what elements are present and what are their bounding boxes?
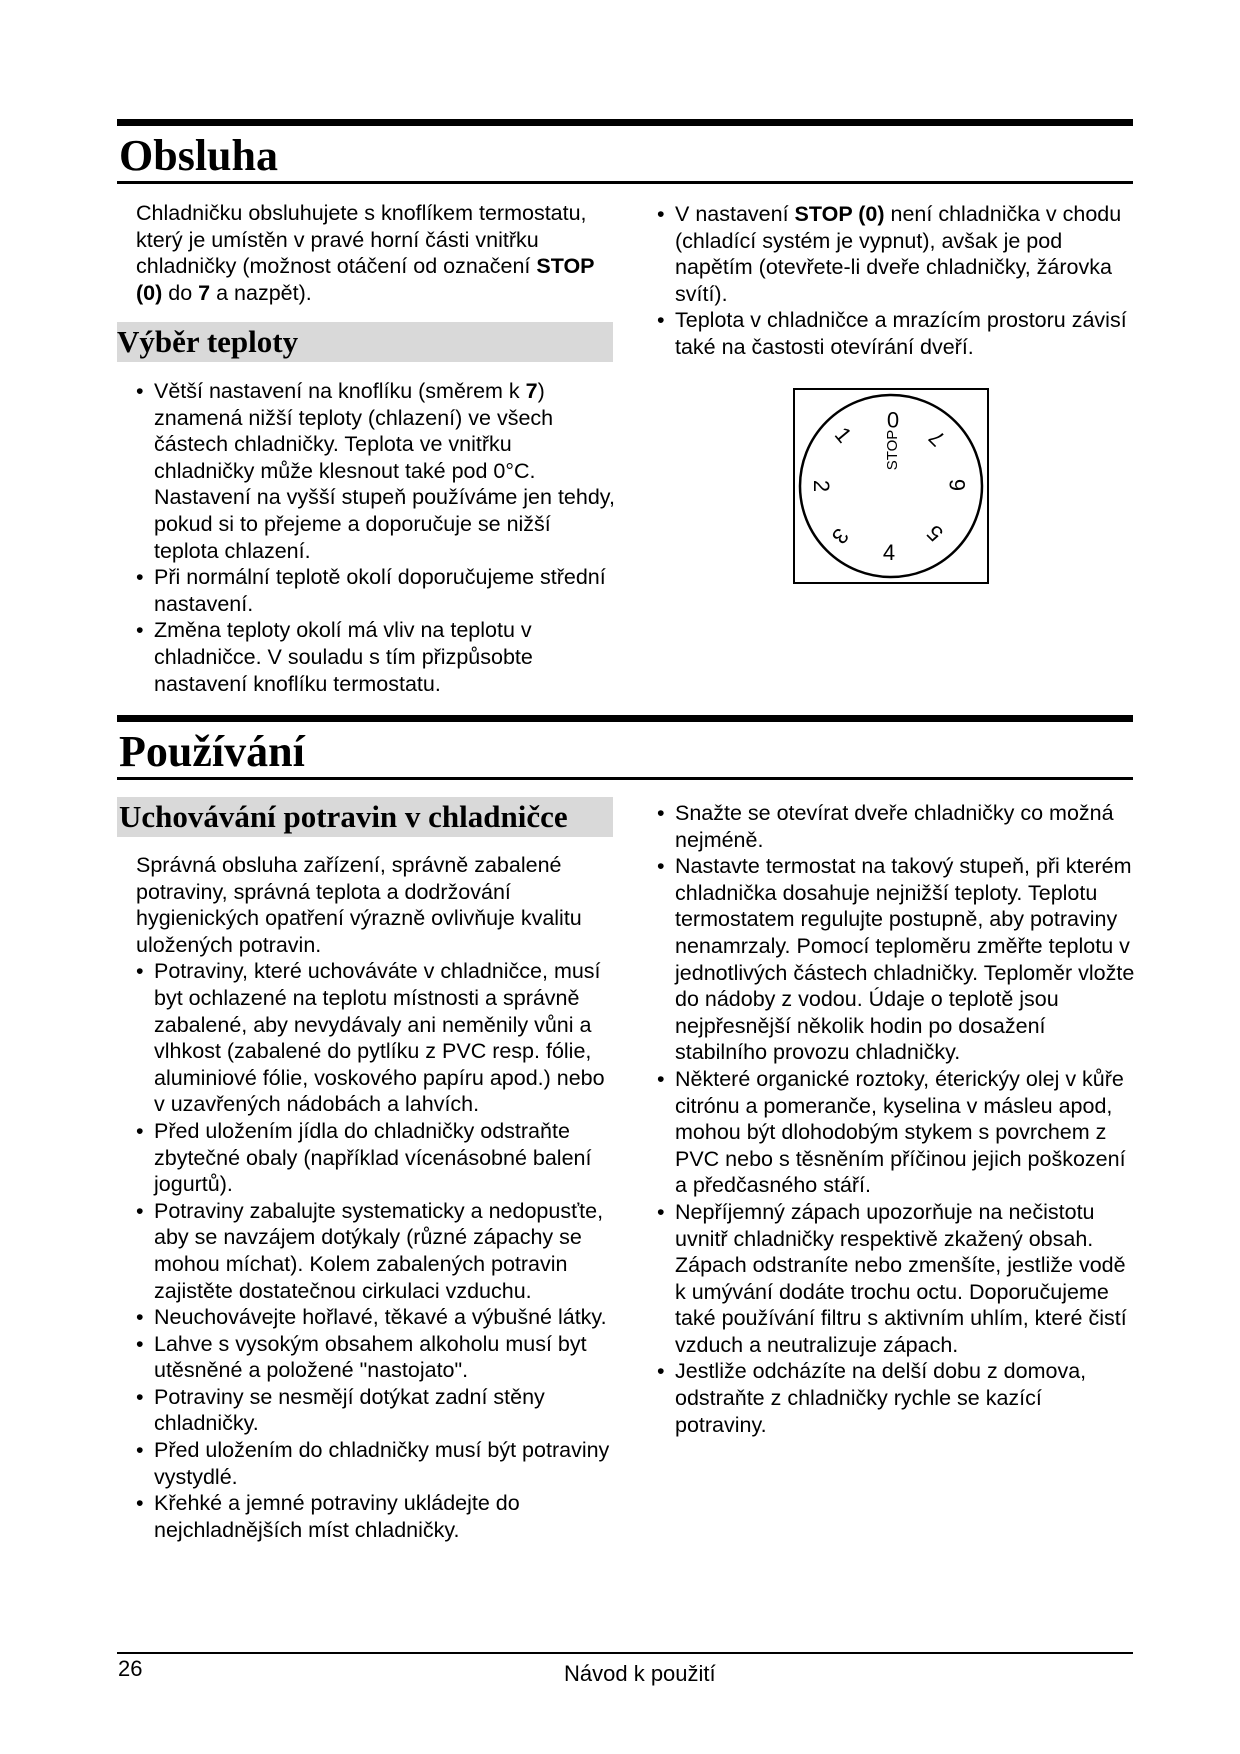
list-item: • Křehké a jemné potraviny ukládejte do nejchladnějších míst chladničky.: [136, 1490, 616, 1543]
obsluha-intro: [136, 200, 606, 306]
dial-label-4: 4: [882, 539, 896, 565]
list-item: • Potraviny, které uchováváte v chladničce, musí byt ochlazené na teplotu místnosti a správně zabalené, aby nevydávaly ani neměnily vůni a vlhkost (zabalené do pytlíku z PVC resp. fólie, aluminiové fólie, voskového papíru apod.) nebo v uzavřených nádobách a lahvích.: [136, 958, 616, 1118]
list-item: • Nepříjemný zápach upozorňuje na nečistotu uvnitř chladničky respektivě zkažený obsah. Zápach odstraníte nebo zmenšíte, jestliže vodě k umývání dodáte trochu octu. Doporučujeme také používání filtru s aktivním uhlím, které čistí vzduch a neutralizuje zápach.: [657, 1199, 1135, 1359]
dial-label-5: 5: [921, 520, 948, 547]
dial-label-stop: STOP: [883, 429, 901, 471]
intro-text-1: Chladničku obsluhujete s knoflíkem termostatu, který je umístěn v pravé horní části vnitřku chladničky (možnost otáčení od označení: [136, 201, 587, 279]
list-item: • V nastavení STOP (0) není chladnička v chodu (chladící systém je vypnut), avšak je pod napětím (otevřete-li dveře chladničky, žárovka svítí).: [657, 201, 1137, 307]
dial-label-0: 0: [886, 407, 900, 433]
subheading-uchovavani: Uchovávání potravin v chladničce: [119, 799, 568, 834]
intro-text-3: a nazpět).: [210, 280, 312, 305]
dial-label-3: 3: [826, 523, 854, 549]
list-item: • Lahve s vysokým obsahem alkoholu musí byt utěsněné a položené "nastojato".: [136, 1331, 616, 1384]
footer-title: Návod k použití: [564, 1661, 716, 1686]
list-item: • Jestliže odcházíte na delší dobu z domova, odstraňte z chladničky rychle se kazící potraviny.: [657, 1358, 1135, 1438]
dial-label-7: 7: [923, 425, 950, 452]
footer-rule: [117, 1652, 1133, 1654]
section-rule-obsluha: [117, 181, 1133, 184]
list-item: • Snažte se otevírat dveře chladničky co možná nejméně.: [657, 800, 1135, 853]
list-item: • Před uložením do chladničky musí být potraviny vystydlé.: [136, 1437, 616, 1490]
list-item: • Potraviny zabalujte systematicky a nedopusťte, aby se navzájem dotýkaly (různé zápachy se mohou míchat). Kolem zabalených potravin zajistěte dostatečnou cirkulaci vzduchu.: [136, 1198, 616, 1304]
list-item: • Neuchovávejte hořlavé, těkavé a výbušné látky.: [136, 1304, 616, 1331]
intro-text-2: do: [162, 280, 199, 305]
top-thick-rule: [117, 119, 1133, 126]
list-item: • Při normální teplotě okolí doporučujeme střední nastavení.: [136, 564, 616, 617]
intro-bold-seven: 7: [198, 280, 211, 305]
vyber-teploty-list: [136, 378, 616, 697]
pouzivani-left-column: [136, 852, 616, 1543]
intro-bold-stop: STOP (0): [136, 254, 595, 305]
dial-label-6: 6: [944, 478, 970, 492]
pouzivani-right-column: [657, 800, 1135, 1438]
dial-label-2: 2: [809, 479, 835, 493]
page-number: 26: [118, 1656, 143, 1681]
section-title-pouzivani: Používání: [119, 727, 305, 776]
list-item: • Některé organické roztoky, éterickýy olej v kůře citrónu a pomeranče, kyselina v másleu apod, mohou být dlohodobým stykem s povrchem z PVC nebo s těsněním příčinou jejich poškození a předčasného stáří.: [657, 1066, 1135, 1199]
subheading-vyber-teploty: Výběr teploty: [117, 324, 299, 359]
list-item: • Před uložením jídla do chladničky odstraňte zbytečné obaly (například vícenásobné balení jogurtů).: [136, 1118, 616, 1198]
list-item: • Potraviny se nesmějí dotýkat zadní stěny chladničky.: [136, 1384, 616, 1437]
list-item: • Větší nastavení na knoflíku (směrem k 7) znamená nižší teploty (chlazení) ve všech částech chladničky. Teplota ve vnitřku chladničky může klesnout také pod 0°C. Nastavení na vyšší stupeň používáme jen tehdy, pokud si to přejeme a doporučuje se nižší teplota chlazení.: [136, 378, 616, 564]
section-rule-pouzivani: [117, 777, 1133, 780]
list-item: • Změna teploty okolí má vliv na teplotu v chladničce. V souladu s tím přizpůsobte nastavení knoflíku termostatu.: [136, 617, 616, 697]
dial-label-1: 1: [829, 422, 857, 448]
pouzivani-intro: Správná obsluha zařízení, správně zabalené potraviny, správná teplota a dodržování hygienických opatření výrazně ovlivňuje kvalitu uložených potravin.: [136, 853, 582, 957]
list-item: • Teplota v chladničce a mrazícím prostoru závisí také na častosti otevírání dveří.: [657, 307, 1137, 360]
list-item: • Nastavte termostat na takový stupeň, při kterém chladnička dosahuje nejnižší teploty. Teplotu termostatem regulujte postupně, aby potraviny nenamrzaly. Pomocí teploměru změřte teplotu v jednotlivých částech chladničky. Teploměr vložte do nádoby z vodou. Údaje o teplotě jsou nejpřesnější několik hodin po dosažení stabilního provozu chladničky.: [657, 853, 1135, 1066]
thermostat-dial-diagram: [793, 388, 989, 584]
obsluha-right-list: [657, 201, 1137, 361]
section-title-obsluha: Obsluha: [119, 131, 278, 180]
mid-thick-rule: [117, 715, 1133, 722]
